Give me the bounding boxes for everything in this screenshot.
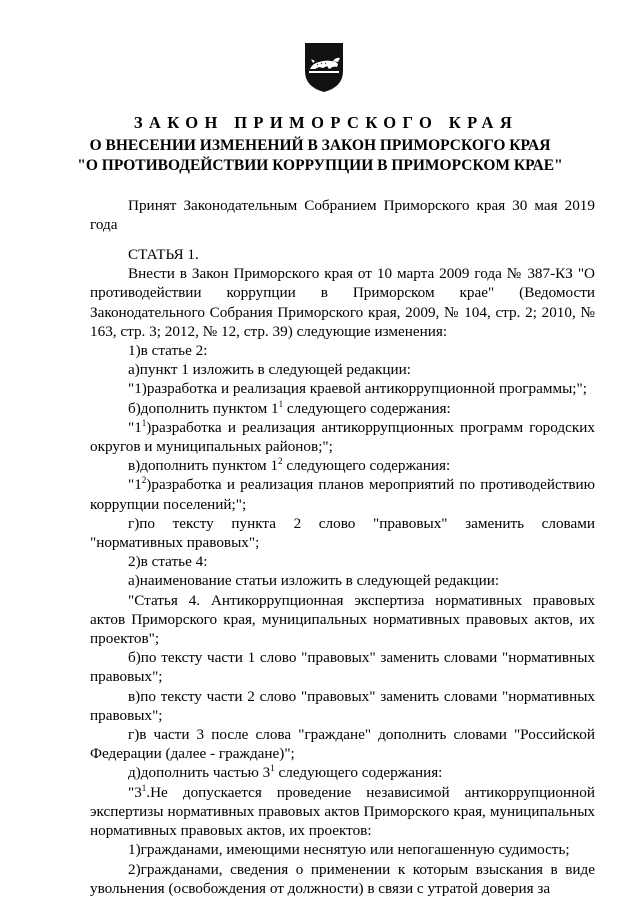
item-1b-content-rest: )разработка и реализация антикоррупционных программ городских округов и муниципальных районов;";: [90, 418, 595, 456]
item-2c: в)по тексту части 2 слово "правовых" заменить словами "нормативных правовых";: [90, 687, 595, 724]
item-2b: б)по тексту части 1 слово "правовых" заменить словами "нормативных правовых";: [90, 649, 595, 686]
subitem-1: 1)гражданами, имеющими неснятую или непогашенную судимость;: [128, 841, 570, 859]
item-2a: а)наименование статьи изложить в следующей редакции:: [128, 572, 500, 590]
item-2e: [90, 763, 595, 782]
item-2e-content-rest: .Не допускается проведение независимой антикоррупционной экспертизы нормативных правовых актов Приморского края, муниципальных нормативных правовых актов, их проектов:: [90, 783, 595, 840]
coat-of-arms-icon: [303, 41, 345, 93]
item-2e-tail: следующего содержания:: [274, 764, 443, 782]
item-1d: г)по тексту пункта 2 слово "правовых" заменить словами "нормативных правовых";: [90, 514, 595, 552]
article-body: [90, 245, 595, 898]
adoption-paragraph: Принят Законодательным Собранием Приморского края 30 мая 2019 года: [90, 197, 595, 234]
item-1c-content-rest: )разработка и реализация планов мероприятий по противодействию коррупции поселений;";: [90, 476, 595, 513]
item-2e-content-start: "3: [128, 783, 142, 801]
item-1: 1)в статье 2:: [128, 342, 208, 360]
item-1b-content: [90, 418, 595, 456]
item-1c: [90, 456, 595, 475]
item-2d: г)в части 3 после слова "граждане" дополнить словами "Российской Федерации (далее - граждане)";: [90, 726, 595, 763]
superscript: 2: [278, 456, 283, 467]
item-1c-content-start: "1: [128, 476, 142, 494]
superscript: 1: [270, 763, 275, 774]
law-subtitle-line-1: О ВНЕСЕНИИ ИЗМЕНЕНИЙ В ЗАКОН ПРИМОРСКОГО КРАЯ: [89, 137, 551, 154]
item-2a-text: "Статья 4. Антикоррупционная экспертиза нормативных правовых актов Приморского края, муниципальных нормативных правовых актов, их проектов";: [90, 591, 595, 648]
item-1a: а)пункт 1 изложить в следующей редакции:: [128, 361, 411, 379]
item-1c-text: в)дополнить пунктом 1: [128, 457, 279, 475]
item-1b: [90, 399, 595, 418]
item-2e-content: [90, 783, 595, 841]
law-title: ЗАКОН ПРИМОРСКОГО КРАЯ: [133, 113, 519, 132]
item-2e-text: д)дополнить частью 3: [128, 764, 271, 782]
article-heading: СТАТЬЯ 1.: [128, 246, 199, 263]
article-intro: Внести в Закон Приморского края от 10 марта 2009 года № 387-КЗ "О противодействии коррупции в Приморском крае" (Ведомости Законодательного Собрания Приморского края, 2009, № 104, стр. 2; 2010, № 163, стр. 3; 2012, № 12, стр. 39) следующие изменения:: [90, 265, 595, 340]
item-1c-content: [90, 475, 595, 513]
superscript: 1: [141, 782, 147, 793]
item-1b-content-start: "1: [128, 418, 142, 436]
law-subtitle-line-2: "О ПРОТИВОДЕЙСТВИИ КОРРУПЦИИ В ПРИМОРСКОМ КРАЕ": [77, 157, 563, 174]
item-1c-tail: следующего содержания:: [282, 457, 451, 475]
item-1b-text: б)дополнить пунктом 1: [128, 399, 279, 417]
adoption-note: [90, 196, 595, 234]
superscript: 2: [141, 475, 147, 486]
superscript: 1: [278, 398, 284, 409]
subitem-2: 2)гражданами, сведения о применении к которым взыскания в виде увольнения (освобождения от должности) в связи с утратой доверия за: [90, 860, 595, 897]
item-2: 2)в статье 4:: [128, 553, 208, 571]
item-1a-text: "1)разработка и реализация краевой антикоррупционной программы;";: [128, 380, 587, 398]
superscript: 1: [141, 417, 147, 428]
item-1b-tail: следующего содержания:: [283, 399, 451, 417]
